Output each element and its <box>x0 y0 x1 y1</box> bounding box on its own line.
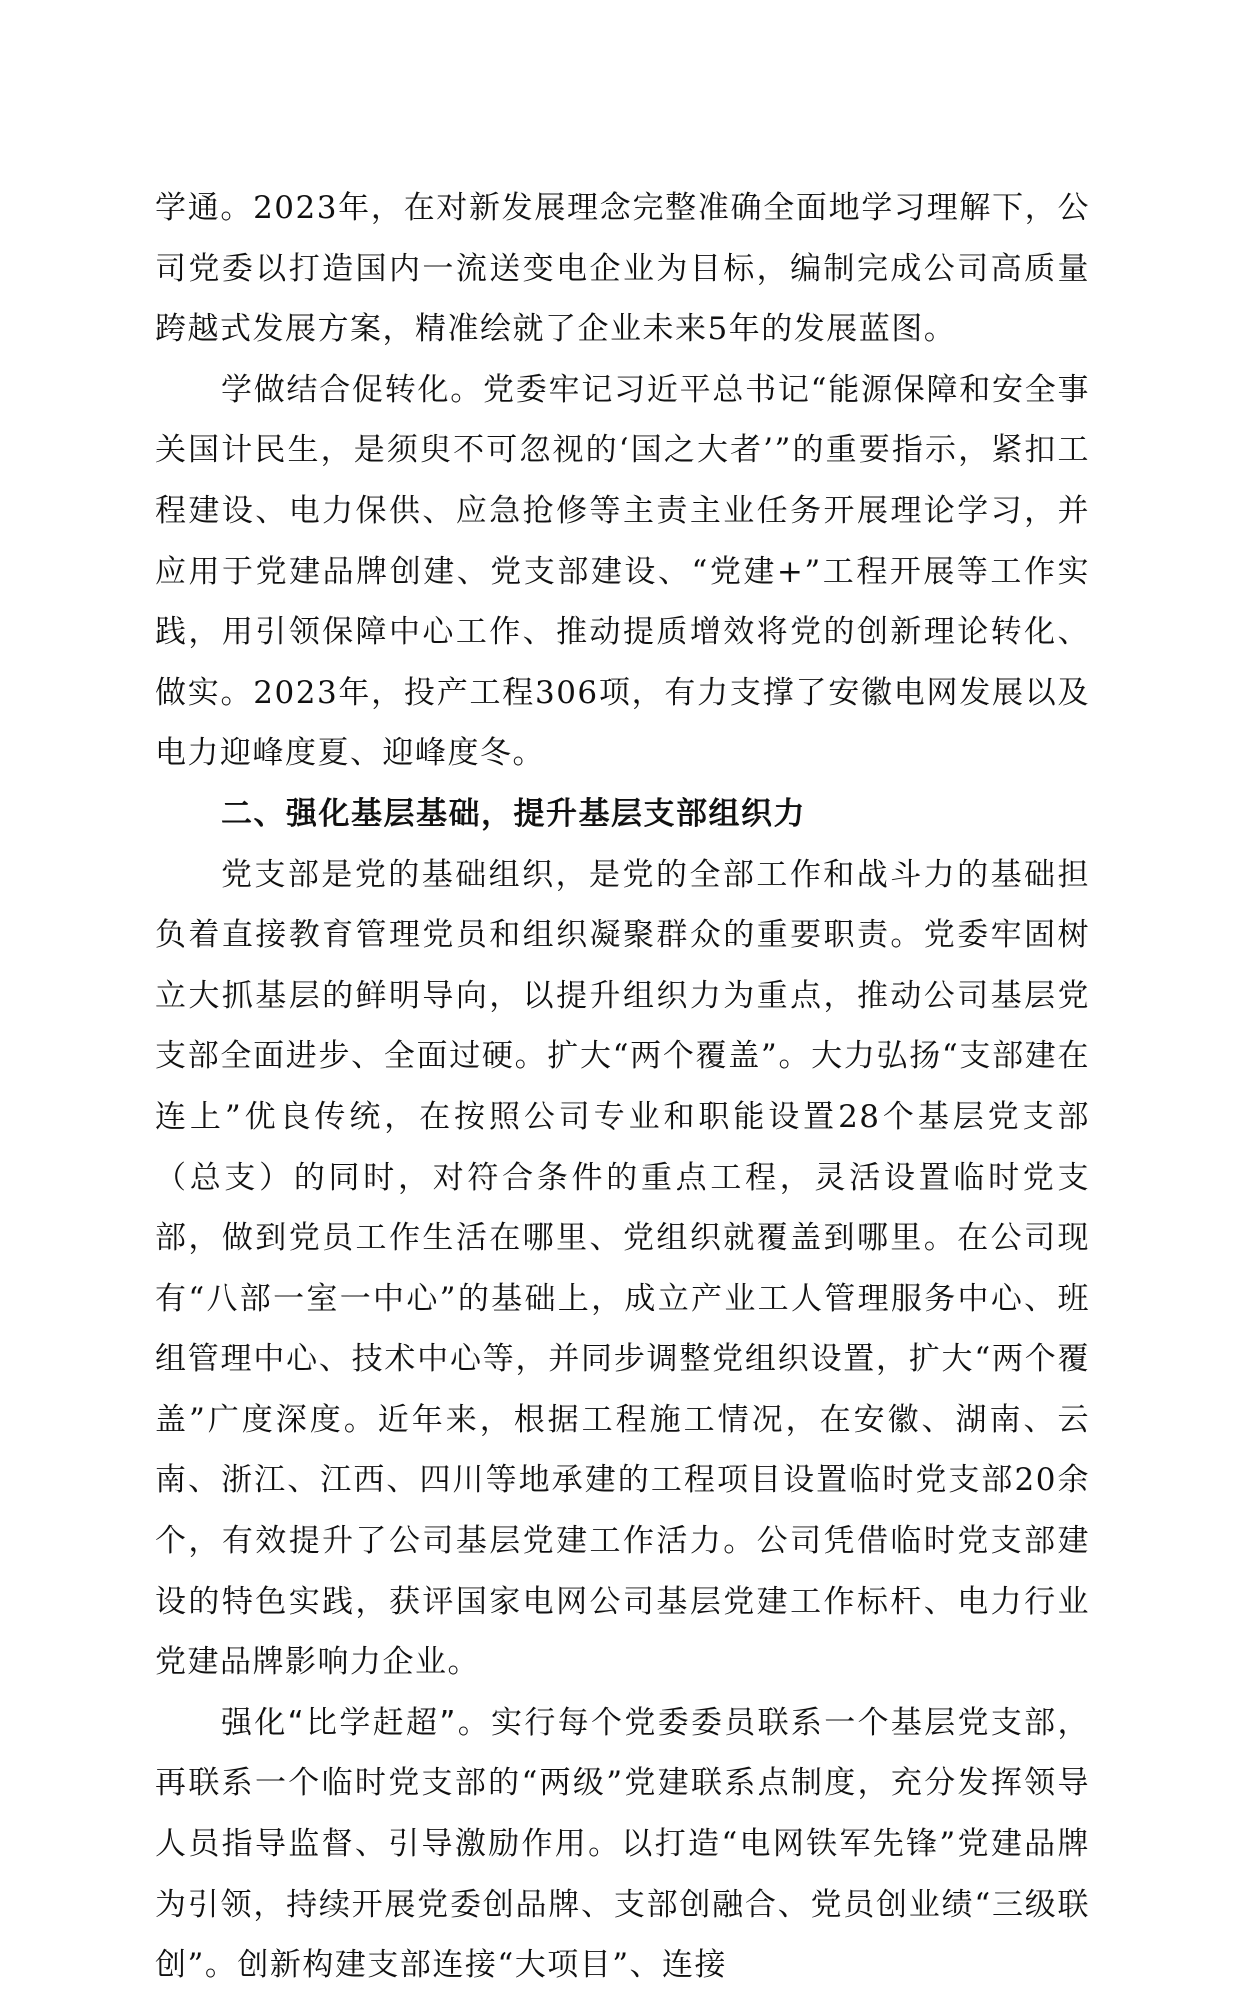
paragraph-3 <box>155 845 1090 1693</box>
section-heading: 二、强化基层基础，提升基层支部组织力 <box>221 795 806 832</box>
paragraph-4 <box>155 1693 1090 1996</box>
paragraph-1 <box>155 178 1090 360</box>
paragraph-4-text: 实行每个党委委员联系一个基层党支部，再联系一个临时党支部的“两级”党建联系点制度，充分发挥领导人员指导监督、引导激励作用。以打造“电网铁军先锋”党建品牌为引领，持续开展党委创品牌、支部创融合、党员创业绩“三级联创”。创新构建支部连接“大项目”、连接 <box>155 1704 1091 1984</box>
paragraph-4-lead: 强化“比学赶超”。 <box>221 1704 492 1741</box>
paragraph-1-text: 学通。2023年，在对新发展理念完整准确全面地学习理解下，公司党委以打造国内一流送变电企业为目标，编制完成公司高质量跨越式发展方案，精准绘就了企业未来5年的发展蓝图。 <box>155 190 1090 348</box>
paragraph-2 <box>155 360 1090 784</box>
paragraph-2-lead: 学做结合促转化。 <box>221 371 484 408</box>
paragraph-3-text: 党支部是党的基础组织，是党的全部工作和战斗力的基础担负着直接教育管理党员和组织凝聚群众的重要职责。党委牢固树立大抓基层的鲜明导向，以提升组织力为重点，推动公司基层党支部全面进步、全面过硬。扩大“两个覆盖”。大力弘扬“支部建在连上”优良传统，在按照公司专业和职能设置28个基层党支部（总支）的同时，对符合条件的重点工程，灵活设置临时党支部，做到党员工作生活在哪里、党组织就覆盖到哪里。在公司现有“八部一室一中心”的基础上，成立产业工人管理服务中心、班组管理中心、技术中心等，并同步调整党组织设置，扩大“两个覆盖”广度深度。近年来，根据工程施工情况，在安徽、湖南、云南、浙江、江西、四川等地承建的工程项目设置临时党支部20余个，有效提升了公司基层党建工作活力。公司凭借临时党支部建设的特色实践，获评国家电网公司基层党建工作标杆、电力行业党建品牌影响力企业。 <box>155 856 1090 1681</box>
document-page <box>155 178 1090 1996</box>
paragraph-2-text: 党委牢记习近平总书记“能源保障和安全事关国计民生，是须臾不可忽视的‘国之大者’”的重要指示，紧扣工程建设、电力保供、应急抢修等主责主业任务开展理论学习，并应用于党建品牌创建、党支部建设、“党建+”工程开展等工作实践，用引领保障中心工作、推动提质增效将党的创新理论转化、做实。2023年，投产工程306项，有力支撑了安徽电网发展以及电力迎峰度夏、迎峰度冬。 <box>155 371 1090 772</box>
